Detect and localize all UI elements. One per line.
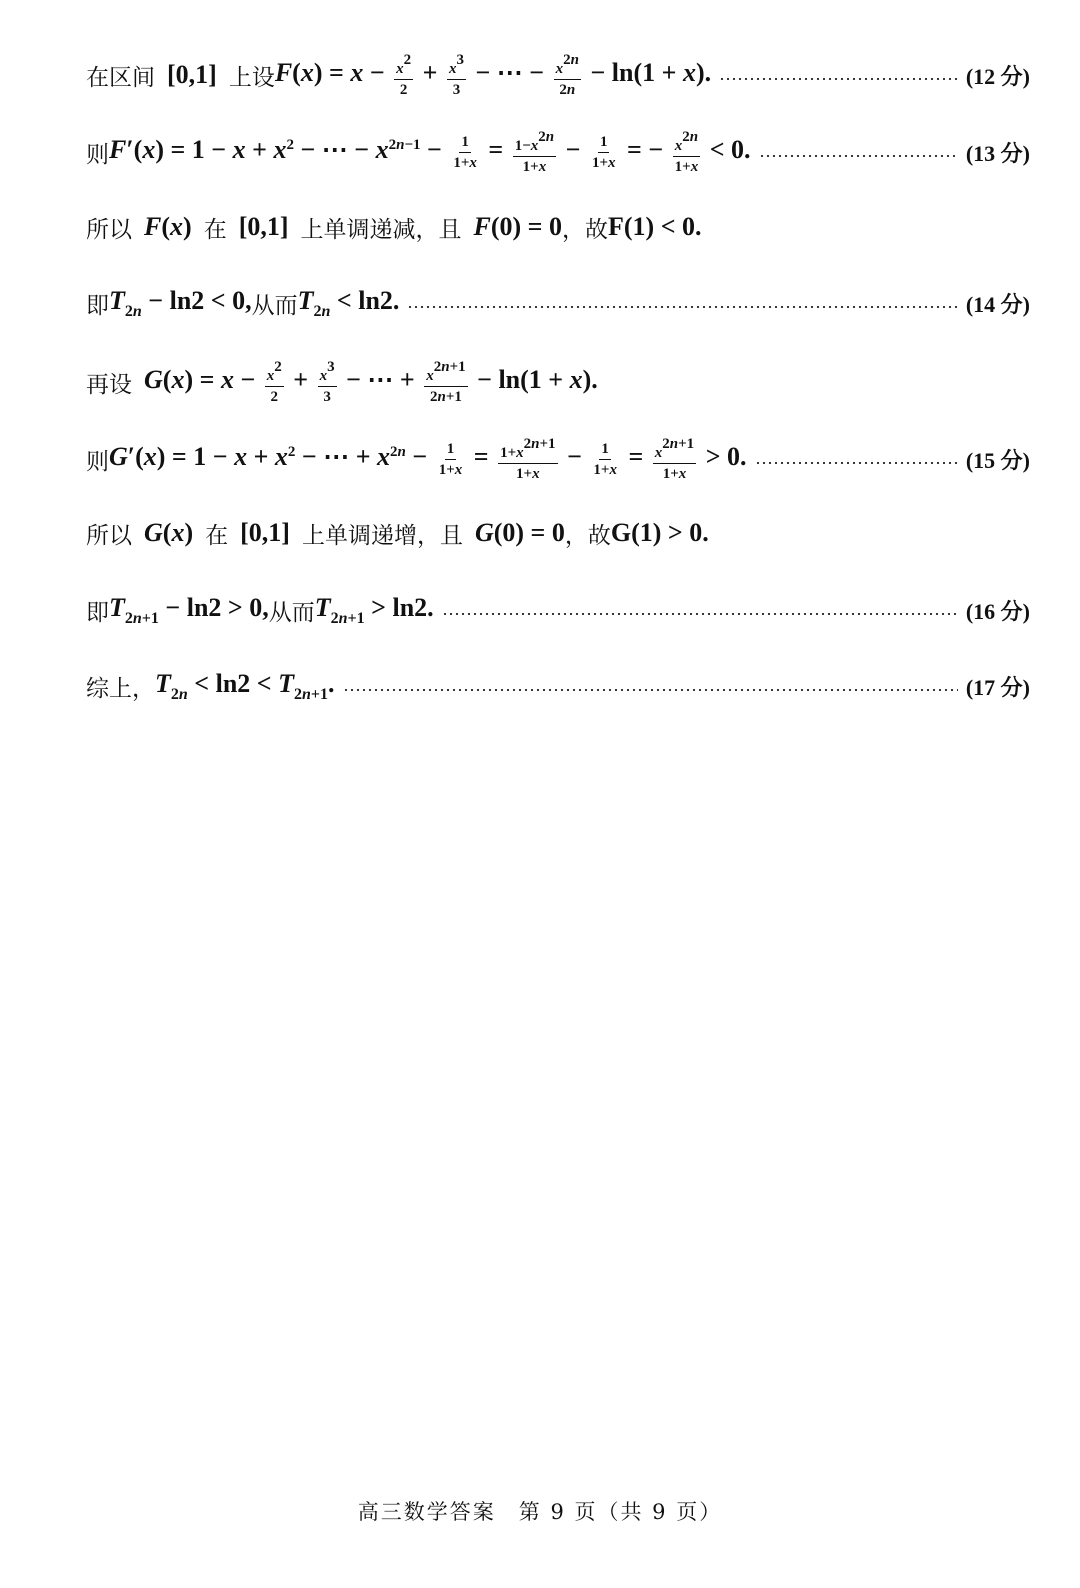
formula-inline: $T_{2n+1} - \ln 2 > 0$, bbox=[109, 592, 269, 627]
line-text: 则 bbox=[86, 141, 109, 168]
line-text: 即 bbox=[86, 599, 109, 626]
line-text: 在区间 bbox=[86, 64, 155, 91]
line-text: 在 bbox=[205, 522, 229, 549]
leader-dots bbox=[407, 306, 957, 308]
score-label: (14 分) bbox=[965, 291, 1030, 317]
leader-dots bbox=[755, 462, 958, 464]
interval: [0,1] bbox=[167, 60, 217, 89]
solution-line-define-G bbox=[86, 357, 1030, 407]
formula-inline: F(x) bbox=[144, 212, 192, 241]
line-text: 上设 bbox=[228, 64, 275, 91]
score-label: (13 分) bbox=[965, 140, 1030, 166]
leader-dots bbox=[442, 613, 958, 615]
solution-line-14 bbox=[86, 278, 1030, 328]
line-text: 则 bbox=[86, 448, 109, 475]
formula-inline: F(0) = 0 bbox=[473, 212, 562, 241]
leader-dots bbox=[719, 78, 958, 80]
interval: [0,1] bbox=[238, 212, 289, 241]
formula-inline: G(1) > 0. bbox=[610, 518, 709, 547]
line-text: 即 bbox=[86, 292, 109, 319]
solution-line-15 bbox=[86, 434, 1030, 484]
interval: [0,1] bbox=[240, 518, 290, 547]
score-label: (16 分) bbox=[965, 598, 1030, 624]
line-text: 从而 bbox=[268, 599, 315, 626]
score-label: (12 分) bbox=[965, 63, 1030, 89]
solution-line-17 bbox=[86, 661, 1030, 711]
formula-G-derivative: $G'(x) = 1 - x + x^2$ − ⋯ + $x^{2n}$ − $\frac{1}{1+x}$ = $\frac{1+x^{2n+1}}{1+x}$ − $\frac{1}{1+x}$ = $\frac{x^{2n+1}}{1+x}$ > 0. bbox=[109, 436, 747, 482]
formula-F-derivative: $F'(x) = 1 - x + x^2$ − ⋯ − $x^{2n-1}$ − $\frac{1}{1+x}$ = $\frac{1-x^{2n}}{1+x}$ − $\frac{1}{1+x}$ = − $\frac{x^{2n}}{1+x}$ < 0. bbox=[109, 129, 751, 175]
score-label: (15 分) bbox=[965, 447, 1030, 473]
formula-inline: $T_{2n+1} > \ln 2$. bbox=[314, 592, 434, 627]
formula-inline: G(x) bbox=[144, 518, 194, 547]
line-text: 从而 bbox=[251, 292, 298, 319]
solution-line-increasing bbox=[86, 508, 1030, 558]
formula-G: G(x) = x − $\frac{x^2}{2}$ + $\frac{x^3}{3}$ − ⋯ + $\frac{x^{2n+1}}{2n+1}$ − ln(1 + x). bbox=[144, 359, 598, 405]
formula-inline: F(1) < 0. bbox=[608, 212, 702, 241]
leader-dots bbox=[343, 689, 958, 691]
line-text: 在 bbox=[203, 216, 227, 243]
line-text: 综上， bbox=[86, 675, 155, 702]
line-text: 所以 bbox=[86, 522, 132, 549]
score-label: (17 分) bbox=[965, 674, 1030, 700]
line-text: 上单调递减，且 bbox=[300, 216, 462, 243]
leader-dots bbox=[759, 155, 958, 157]
page-footer: 高三数学答案 第 9 页（共 9 页） bbox=[357, 1500, 723, 1524]
line-text: 上单调递增，且 bbox=[301, 522, 463, 549]
solution-line-decreasing bbox=[86, 202, 1030, 252]
solution-line-13 bbox=[86, 127, 1030, 177]
formula-inline: G(0) = 0 bbox=[474, 518, 565, 547]
line-text: ，故 bbox=[564, 522, 611, 549]
solution-line-16 bbox=[86, 585, 1030, 635]
formula-inline: $T_{2n} - \ln 2 < 0$, bbox=[109, 285, 252, 320]
line-text: ，故 bbox=[562, 216, 608, 243]
line-text: 所以 bbox=[86, 216, 132, 243]
solution-line-12 bbox=[86, 50, 1030, 100]
line-text: 再设 bbox=[86, 371, 132, 398]
formula-inline: $T_{2n} < \ln 2$. bbox=[297, 285, 400, 320]
formula-F: F(x) = x − $\frac{x^2}{2}$ + $\frac{x^3}{3}$ − ⋯ − $\frac{x^{2n}}{2n}$ − ln(1 + x). bbox=[274, 52, 712, 98]
formula-conclusion: $T_{2n} < \ln 2 < T_{2n+1}$. bbox=[155, 668, 335, 703]
